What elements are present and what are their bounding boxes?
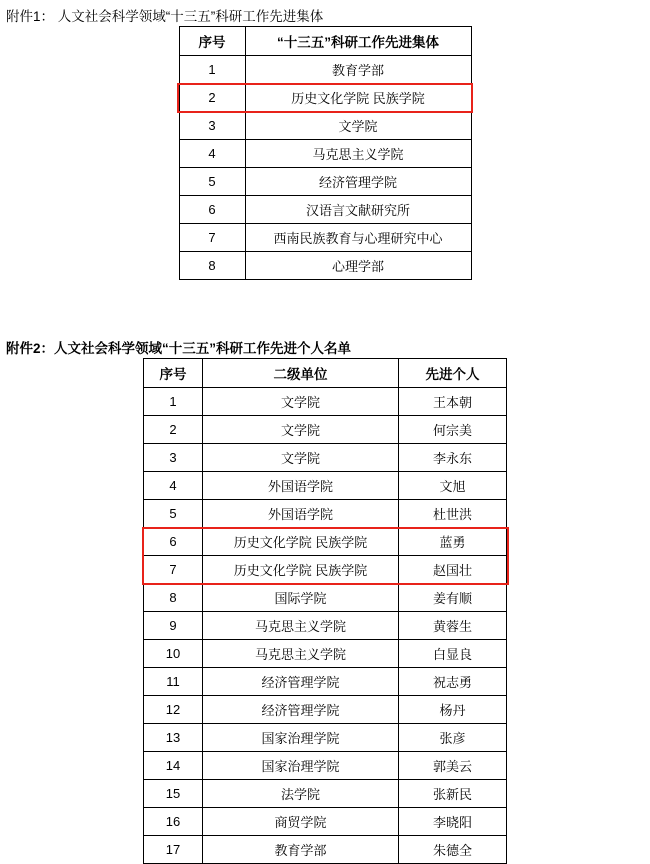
table-row: [179, 84, 471, 112]
cell-collective: 历史文化学院 民族学院: [245, 84, 471, 112]
attachment-2-table-body: [144, 388, 507, 864]
cell-unit: 马克思主义学院: [203, 612, 399, 640]
attachment-2-section: [0, 340, 650, 864]
table-row: [144, 808, 507, 836]
cell-person: 黄蓉生: [399, 612, 507, 640]
cell-unit: 外国语学院: [203, 472, 399, 500]
cell-seq: 6: [179, 196, 245, 224]
column-header-seq: 序号: [179, 27, 245, 56]
cell-person: 张彦: [399, 724, 507, 752]
cell-person: 李晓阳: [399, 808, 507, 836]
cell-unit: 经济管理学院: [203, 696, 399, 724]
cell-collective: 心理学部: [245, 252, 471, 280]
table-row: [144, 528, 507, 556]
cell-collective: 西南民族教育与心理研究中心: [245, 224, 471, 252]
table-row: [179, 140, 471, 168]
cell-seq: 17: [144, 836, 203, 864]
cell-person: 张新民: [399, 780, 507, 808]
cell-seq: 11: [144, 668, 203, 696]
cell-unit: 外国语学院: [203, 500, 399, 528]
cell-seq: 3: [179, 112, 245, 140]
cell-seq: 4: [179, 140, 245, 168]
table-header-row: [179, 27, 471, 56]
column-header-unit: 二级单位: [203, 359, 399, 388]
cell-seq: 14: [144, 752, 203, 780]
table-row: [144, 752, 507, 780]
cell-unit: 教育学部: [203, 836, 399, 864]
attachment-1-table-body: [179, 56, 471, 280]
cell-seq: 13: [144, 724, 203, 752]
column-header-collective: “十三五”科研工作先进集体: [245, 27, 471, 56]
attachment-2-caption: 附件2：人文社会科学领域“十三五”科研工作先进个人名单: [6, 341, 352, 356]
cell-unit: 马克思主义学院: [203, 640, 399, 668]
cell-seq: 8: [144, 584, 203, 612]
cell-collective: 教育学部: [245, 56, 471, 84]
cell-seq: 7: [179, 224, 245, 252]
table-row: [144, 696, 507, 724]
cell-person: 祝志勇: [399, 668, 507, 696]
table-row: [144, 416, 507, 444]
cell-unit: 文学院: [203, 444, 399, 472]
attachment-1-section: [0, 8, 650, 280]
cell-unit: 商贸学院: [203, 808, 399, 836]
cell-seq: 8: [179, 252, 245, 280]
table-row: [144, 472, 507, 500]
cell-seq: 7: [144, 556, 203, 584]
cell-seq: 1: [144, 388, 203, 416]
table-row: [144, 444, 507, 472]
table-row: [144, 556, 507, 584]
cell-seq: 6: [144, 528, 203, 556]
table-row: [179, 224, 471, 252]
cell-unit: 历史文化学院 民族学院: [203, 556, 399, 584]
table-row: [179, 196, 471, 224]
table-row: [179, 168, 471, 196]
cell-unit: 历史文化学院 民族学院: [203, 528, 399, 556]
cell-unit: 法学院: [203, 780, 399, 808]
cell-person: 白显良: [399, 640, 507, 668]
cell-person: 杨丹: [399, 696, 507, 724]
cell-person: 李永东: [399, 444, 507, 472]
cell-unit: 经济管理学院: [203, 668, 399, 696]
cell-seq: 9: [144, 612, 203, 640]
cell-seq: 2: [179, 84, 245, 112]
table-row: [179, 252, 471, 280]
table-row: [144, 388, 507, 416]
cell-person: 姜有顺: [399, 584, 507, 612]
cell-person: 文旭: [399, 472, 507, 500]
table-row: [144, 640, 507, 668]
table-row: [179, 112, 471, 140]
attachment-1-table: [179, 26, 472, 280]
table-row: [144, 612, 507, 640]
attachment-2-table: [143, 358, 507, 864]
cell-seq: 12: [144, 696, 203, 724]
table-row: [144, 836, 507, 864]
column-header-seq: 序号: [144, 359, 203, 388]
table-row: [144, 724, 507, 752]
cell-unit: 文学院: [203, 388, 399, 416]
cell-person: 郭美云: [399, 752, 507, 780]
cell-person: 王本朝: [399, 388, 507, 416]
cell-unit: 国家治理学院: [203, 724, 399, 752]
table-row: [144, 668, 507, 696]
cell-seq: 16: [144, 808, 203, 836]
cell-seq: 15: [144, 780, 203, 808]
cell-person: 蓝勇: [399, 528, 507, 556]
cell-collective: 经济管理学院: [245, 168, 471, 196]
cell-seq: 5: [179, 168, 245, 196]
table-row: [144, 780, 507, 808]
cell-unit: 国家治理学院: [203, 752, 399, 780]
table-row: [144, 500, 507, 528]
cell-unit: 文学院: [203, 416, 399, 444]
cell-person: 赵国壮: [399, 556, 507, 584]
cell-person: 何宗美: [399, 416, 507, 444]
cell-seq: 1: [179, 56, 245, 84]
table-header-row: [144, 359, 507, 388]
cell-seq: 10: [144, 640, 203, 668]
attachment-1-caption: 附件1： 人文社会科学领域“十三五”科研工作先进集体: [6, 9, 324, 24]
cell-seq: 4: [144, 472, 203, 500]
cell-collective: 马克思主义学院: [245, 140, 471, 168]
cell-seq: 3: [144, 444, 203, 472]
table-row: [179, 56, 471, 84]
cell-collective: 汉语言文献研究所: [245, 196, 471, 224]
cell-seq: 2: [144, 416, 203, 444]
table-row: [144, 584, 507, 612]
cell-seq: 5: [144, 500, 203, 528]
cell-unit: 国际学院: [203, 584, 399, 612]
cell-person: 朱德全: [399, 836, 507, 864]
column-header-person: 先进个人: [399, 359, 507, 388]
cell-person: 杜世洪: [399, 500, 507, 528]
cell-collective: 文学院: [245, 112, 471, 140]
